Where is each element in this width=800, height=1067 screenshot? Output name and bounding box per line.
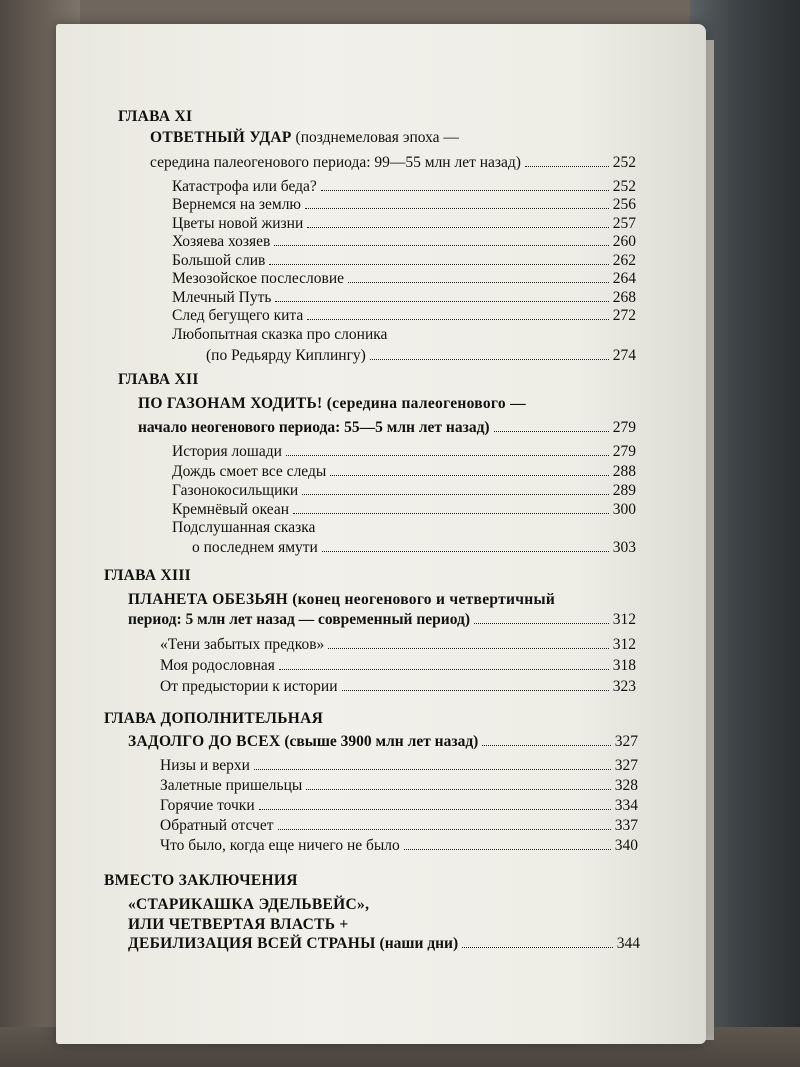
page-number: 318 <box>612 657 636 674</box>
toc-entry: История лошади 279 <box>172 441 636 463</box>
leader-dots <box>279 669 609 670</box>
toc-entry: Что было, когда еще ничего не было 340 <box>160 835 638 857</box>
toc-entry-line1: Подслушанная сказка <box>172 519 316 536</box>
leader-dots <box>328 648 608 649</box>
toc-entry: Катастрофа или беда? 252 <box>172 176 636 198</box>
leader-dots <box>482 745 610 746</box>
toc-entry: Обратный отсчет 337 <box>160 815 638 837</box>
page-number: 303 <box>612 539 636 556</box>
toc-entry-line1: Любопытная сказка про слоника <box>172 326 388 343</box>
leader-dots <box>269 264 608 265</box>
leader-dots <box>474 623 609 624</box>
toc-entry: Низы и верхи 327 <box>160 755 638 777</box>
leader-dots <box>302 494 609 495</box>
toc-entry: о последнем ямути 303 <box>192 537 636 559</box>
toc-entry: Газонокосильщики 289 <box>172 480 636 502</box>
toc-entry: (по Редьярду Киплингу) 274 <box>206 345 636 367</box>
toc-entry: Мезозойское послесловие 264 <box>172 268 636 290</box>
page-number: 279 <box>612 443 636 460</box>
leader-dots <box>307 319 608 320</box>
leader-dots <box>275 301 608 302</box>
page-number: 327 <box>614 757 638 774</box>
leader-dots <box>348 282 609 283</box>
page-number: 279 <box>612 419 636 436</box>
page-number: 300 <box>612 501 636 518</box>
toc-entry: Дождь смоет все следы 288 <box>172 461 636 483</box>
toc-entry: Моя родословная 318 <box>160 655 636 677</box>
page-number: 252 <box>612 178 636 195</box>
chapter-heading-entry: ЗАДОЛГО ДО ВСЕХ (свыше 3900 млн лет назад) 327 <box>128 731 638 753</box>
leader-dots <box>254 769 611 770</box>
page-number: 262 <box>612 252 636 269</box>
chapter-title: ГЛАВА XI <box>118 108 193 125</box>
chapter-heading-entry: середина палеогенового периода: 99—55 млн лет назад) 252 <box>150 152 636 174</box>
toc-entry: Горячие точки 334 <box>160 795 638 817</box>
page-number: 274 <box>612 347 636 364</box>
leader-dots <box>462 947 613 948</box>
leader-dots <box>321 190 609 191</box>
chapter-heading-entry: начало неогенового периода: 55—5 млн лет назад) 279 <box>138 417 636 439</box>
page-number: 312 <box>612 611 636 628</box>
leader-dots <box>286 455 609 456</box>
leader-dots <box>293 513 609 514</box>
toc-entry: «Тени забытых предков» 312 <box>160 634 636 656</box>
page-number: 268 <box>612 289 636 306</box>
toc-entry: Цветы новой жизни 257 <box>172 213 636 235</box>
page-number: 327 <box>614 733 638 750</box>
chapter-title: ГЛАВА XIII <box>104 567 191 584</box>
toc-entry: Кремнёвый океан 300 <box>172 499 636 521</box>
leader-dots <box>278 829 611 830</box>
leader-dots <box>370 359 609 360</box>
leader-dots <box>274 245 608 246</box>
page-number: 334 <box>614 797 638 814</box>
toc-entry: От предыстории к истории 323 <box>160 676 636 698</box>
chapter-heading-line: ПО ГАЗОНАМ ХОДИТЬ! (середина палеогенового — <box>138 395 526 412</box>
leader-dots <box>259 809 611 810</box>
chapter-title: ВМЕСТО ЗАКЛЮЧЕНИЯ <box>104 872 298 889</box>
chapter-heading-entry: ДЕБИЛИЗАЦИЯ ВСЕЙ СТРАНЫ (наши дни) 344 <box>128 933 640 955</box>
page-number: 323 <box>612 678 636 695</box>
leader-dots <box>342 690 609 691</box>
leader-dots <box>330 475 608 476</box>
chapter-heading-line: ПЛАНЕТА ОБЕЗЬЯН (конец неогенового и четвертичный <box>128 591 556 608</box>
toc-entry: Большой слив 262 <box>172 250 636 272</box>
page-number: 289 <box>612 482 636 499</box>
page-number: 256 <box>612 196 636 213</box>
leader-dots <box>305 208 609 209</box>
page-number: 340 <box>614 837 638 854</box>
chapter-heading-line: ИЛИ ЧЕТВЕРТАЯ ВЛАСТЬ + <box>128 916 349 933</box>
leader-dots <box>494 431 609 432</box>
page-number: 344 <box>616 935 640 952</box>
page-number: 257 <box>612 215 636 232</box>
page-number: 312 <box>612 636 636 653</box>
leader-dots <box>307 227 608 228</box>
leader-dots <box>322 551 609 552</box>
toc-entry: След бегущего кита 272 <box>172 305 636 327</box>
toc-entry: Залетные пришельцы 328 <box>160 775 638 797</box>
page-number: 288 <box>612 463 636 480</box>
leader-dots <box>404 849 611 850</box>
page-number: 260 <box>612 233 636 250</box>
page-number: 337 <box>614 817 638 834</box>
leader-dots <box>306 789 610 790</box>
chapter-title: ГЛАВА XII <box>118 371 199 388</box>
page-number: 272 <box>612 307 636 324</box>
chapter-title: ГЛАВА ДОПОЛНИТЕЛЬНАЯ <box>104 710 324 727</box>
chapter-heading-line: «СТАРИКАШКА ЭДЕЛЬВЕЙС», <box>128 896 370 913</box>
toc-entry: Млечный Путь 268 <box>172 287 636 309</box>
page-number: 252 <box>612 154 636 171</box>
toc-entry: Вернемся на землю 256 <box>172 194 636 216</box>
chapter-heading-line: ОТВЕТНЫЙ УДАР (позднемеловая эпоха — <box>150 129 459 146</box>
page-number: 328 <box>614 777 638 794</box>
page-number: 264 <box>612 270 636 287</box>
chapter-heading-entry: период: 5 млн лет назад — современный период) 312 <box>128 609 636 631</box>
leader-dots <box>525 166 609 167</box>
toc-entry: Хозяева хозяев 260 <box>172 231 636 253</box>
